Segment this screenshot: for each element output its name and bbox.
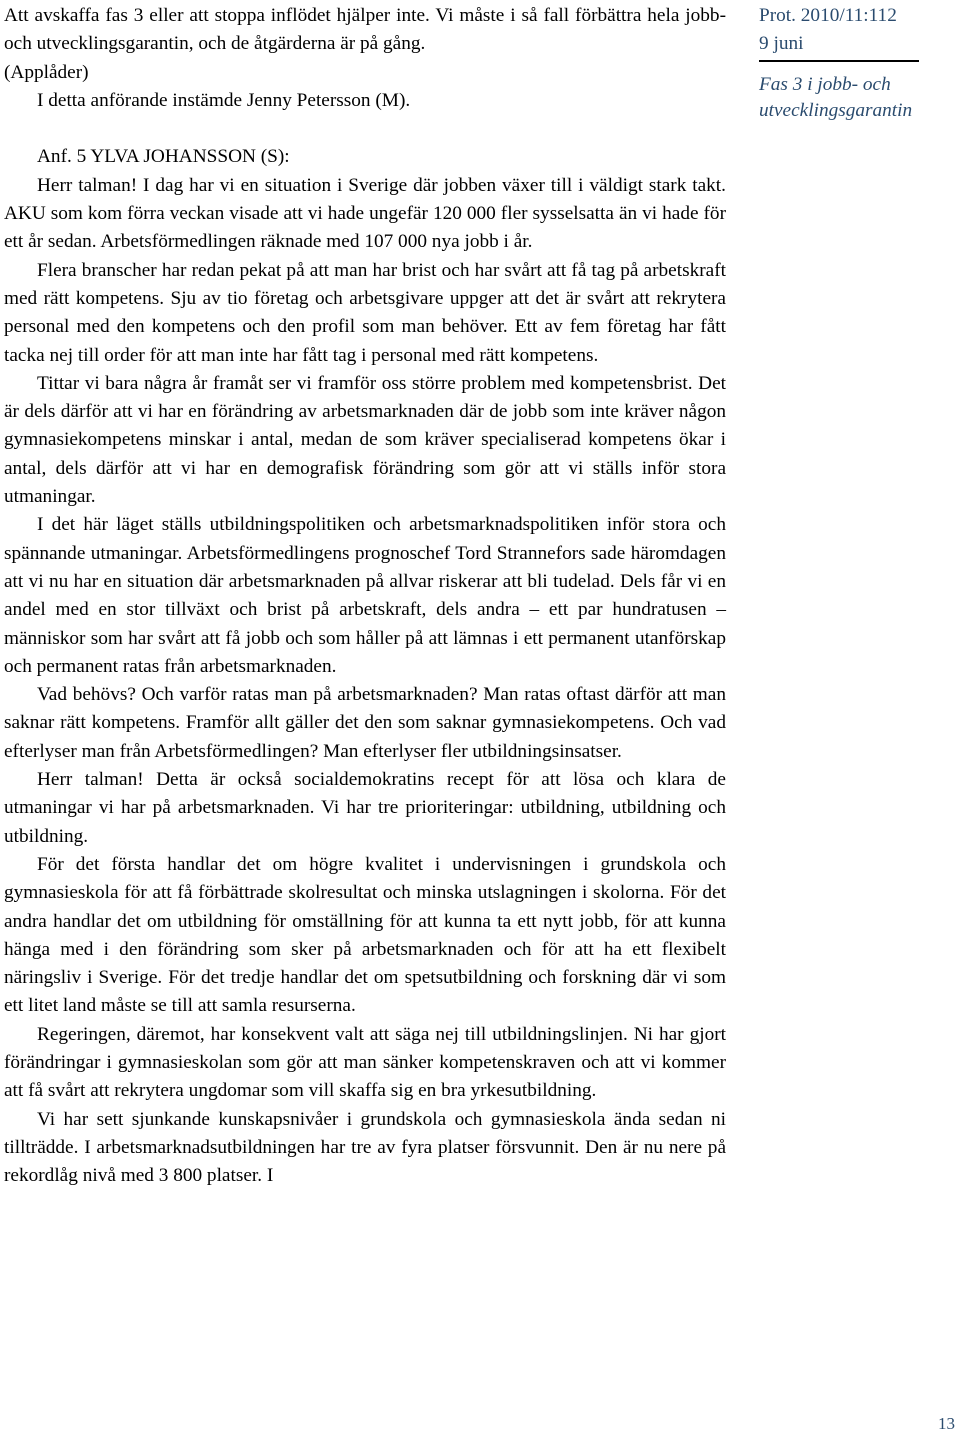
paragraph: I det här läget ställs utbildningspolitiken och arbetsmarknadspolitiken inför stora och spännande utmaningar. Arbetsförmedlingens prognoschef Tord Strannefors sade häromdagen att vi nu har en situation där arbetsmarknaden på allvar riskerar att bli tudelad. Dels får vi en andel med en stor tillväxt och brist på arbetskraft, dels andra – ett par hundratusen – människor som har svårt att få jobb och som håller på att lämnas i ett permanent utanförskap och permanent ratas från arbetsmarknaden.: [4, 514, 726, 677]
page-number: 13: [938, 1414, 955, 1433]
paragraph: Herr talman! Detta är också socialdemokratins recept för att lösa och klara de utmaningar vi har på arbetsmarknaden. Vi har tre prioriteringar: utbildning, utbildning och utbildning.: [4, 769, 726, 847]
paragraph: Flera branscher har redan pekat på att man har brist och har svårt att få tag på arbetskraft med rätt kompetens. Sju av tio företag och arbetsgivare uppger att det är svårt att rekrytera personal med den kompetens och den profil som man behöver. Ett av fem företag har fått tacka nej till order för att man inte har fått tag i personal med rätt kompetens.: [4, 259, 726, 366]
applause-note: (Applåder): [4, 61, 89, 83]
session-date: 9 juni: [759, 33, 804, 55]
paragraph: För det första handlar det om högre kvalitet i undervisningen i grundskola och gymnasieskola för att få förbättrade skolresultat och minska utslagningen i skolorna. För det andra handlar det om utbildning för omställning för att kunna ta ett nytt jobb, för att kunna hänga med i den förändring som sker på arbetsmarknaden och för att ha ett flexibelt näringsliv i Sverige. För det tredje handlar det om spetsutbildning och forskning där vi som ett litet land måste se till att samla resurserna.: [4, 853, 726, 1017]
speech-column: [4, 2, 726, 1190]
paragraph: Vi har sett sjunkande kunskapsnivåer i grundskola och gymnasieskola ända sedan ni tillträdde. I arbetsmarknadsutbildningen har tre av fyra platser försvunnit. Den är nu nere på rekordlåg nivå med 3 800 platser. I: [4, 1108, 726, 1187]
topic-line: utvecklingsgarantin: [759, 99, 913, 121]
margin-header: [759, 2, 959, 124]
spacer: [4, 115, 726, 143]
divider: [759, 60, 919, 62]
speaker-heading: [4, 143, 726, 171]
debate-topic: [759, 72, 959, 124]
topic-line: Fas 3 i jobb- och: [759, 73, 891, 95]
concurrence-note: I detta anförande instämde Jenny Petersson (M).: [37, 89, 411, 111]
speaker-label: Anf. 5 YLVA JOHANSSON (S):: [37, 146, 290, 168]
paragraph: Tittar vi bara några år framåt ser vi framför oss större problem med kompetensbrist. Det är dels därför att vi har en förändring av arbetsmarknaden där de jobb som inte kräver någon gymnasiekompetens minskar i antal, medan de som kräver specialiserad kompetens ökar i antal, dels därför att vi har en demografisk förändring som gör att vi ställs inför stora utmaningar.: [4, 372, 726, 508]
paragraph: Regeringen, däremot, har konsekvent valt att säga nej till utbildningslinjen. Ni har gjort förändringar i gymnasieskolan som gör att man sänker kompetenskraven och att vi kommer att få svårt att rekrytera ungdomar som vill skaffa sig en bra yrkesutbildning.: [4, 1023, 726, 1102]
paragraph: Att avskaffa fas 3 eller att stoppa inflödet hjälper inte. Vi måste i så fall förbättra hela jobb- och utvecklingsgarantin, och de åtgärderna är på gång.: [4, 5, 726, 55]
paragraph: Vad behövs? Och varför ratas man på arbetsmarknaden? Man ratas oftast därför att man saknar rätt kompetens. Framför allt gäller det den som saknar gymnasiekompetens. Och vad efterlyser man från Arbetsförmedlingen? Man efterlyser fler utbildningsinsatser.: [4, 684, 726, 762]
paragraph: Herr talman! I dag har vi en situation i Sverige där jobben växer till i väldigt stark takt. AKU som kom förra veckan visade att vi hade ungefär 120 000 fler sysselsatta än vi hade för ett år sedan. Arbetsförmedlingen räknade med 107 000 nya jobb i år.: [4, 174, 726, 253]
protocol-number: Prot. 2010/11:112: [759, 5, 897, 26]
